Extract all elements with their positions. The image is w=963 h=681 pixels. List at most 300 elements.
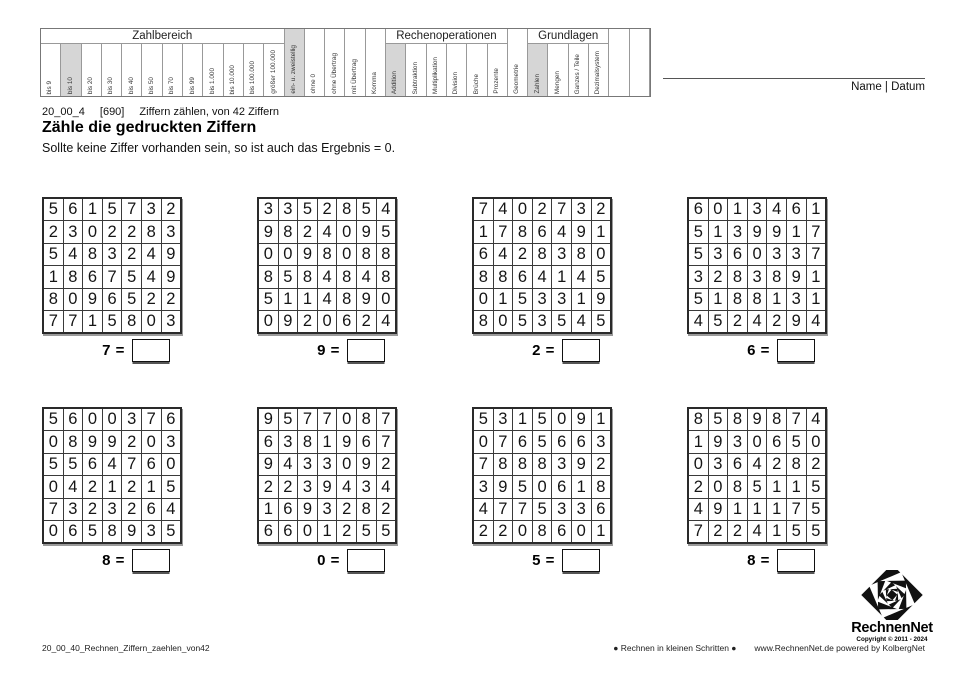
digit-cell: 3	[356, 476, 376, 498]
digit-cell: 5	[688, 221, 708, 243]
digit-cell: 4	[337, 476, 357, 498]
legend-column-label: mit Übertrag	[350, 58, 358, 94]
digit-cell: 5	[552, 310, 572, 333]
digit-cell: 8	[728, 266, 748, 288]
footer-slogan: ● Rechnen in kleinen Schritten ●	[613, 643, 737, 653]
footer-website: www.RechnenNet.de powered by KolbergNet	[754, 643, 925, 653]
digit-cell: 5	[63, 453, 83, 475]
legend-column	[183, 44, 203, 96]
legend-section	[305, 29, 386, 96]
digit-grid-row	[258, 431, 396, 453]
digit-cell: 7	[552, 198, 572, 221]
legend-column-label: Division	[452, 71, 460, 94]
digit-cell: 9	[298, 243, 318, 265]
digit-cell: 6	[337, 310, 357, 333]
digit-cell: 1	[83, 310, 103, 333]
digit-cell: 9	[317, 476, 337, 498]
digit-cell: 1	[806, 198, 826, 221]
digit-cell: 4	[376, 476, 396, 498]
digit-cell: 4	[747, 520, 767, 543]
digit-grid-row	[43, 288, 181, 310]
digit-cell: 7	[493, 221, 513, 243]
digit-cell: 5	[688, 288, 708, 310]
digit-grid-row	[473, 498, 611, 520]
digit-grid-row	[43, 266, 181, 288]
answer-box[interactable]	[777, 339, 815, 362]
digit-cell: 8	[337, 288, 357, 310]
digit-cell: 0	[278, 243, 298, 265]
digit-cell: 5	[376, 221, 396, 243]
answer-row	[64, 549, 208, 572]
digit-cell: 6	[513, 431, 533, 453]
digit-cell: 3	[317, 498, 337, 520]
digit-grid-row	[688, 476, 826, 498]
digit-cell: 8	[767, 408, 787, 431]
digit-cell: 8	[493, 453, 513, 475]
digit-cell: 9	[122, 520, 142, 543]
digit-cell: 3	[786, 288, 806, 310]
digit-cell: 1	[141, 476, 161, 498]
digit-cell: 8	[571, 243, 591, 265]
digit-cell: 4	[473, 498, 493, 520]
digit-cell: 4	[376, 198, 396, 221]
legend-column	[589, 44, 609, 96]
digit-cell: 6	[591, 498, 611, 520]
digit-cell: 8	[337, 198, 357, 221]
digit-cell: 0	[552, 408, 572, 431]
digit-cell: 3	[473, 476, 493, 498]
legend-column-label: Dezimalsystem	[594, 50, 602, 94]
digit-cell: 2	[767, 453, 787, 475]
digit-cell: 3	[708, 453, 728, 475]
answer-label: 8 =	[102, 552, 125, 570]
legend-column-label: größer 100.000	[269, 50, 277, 94]
digit-cell: 9	[278, 310, 298, 333]
digit-cell: 3	[258, 198, 278, 221]
digit-cell: 0	[161, 453, 181, 475]
digit-grid-row	[473, 310, 611, 333]
digit-cell: 5	[806, 520, 826, 543]
digit-cell: 3	[493, 408, 513, 431]
digit-cell: 6	[513, 266, 533, 288]
legend-column	[467, 44, 487, 96]
digit-cell: 5	[278, 408, 298, 431]
answer-box[interactable]	[132, 549, 170, 572]
legend-section-title: Rechenoperationen	[386, 29, 508, 44]
digit-cell: 5	[122, 266, 142, 288]
digit-cell: 6	[258, 431, 278, 453]
digit-cell: 4	[161, 498, 181, 520]
digit-grid	[687, 197, 827, 334]
digit-grid-row	[688, 198, 826, 221]
digit-cell: 2	[141, 288, 161, 310]
legend-column-label: bis 10	[66, 76, 74, 94]
digit-cell: 0	[337, 453, 357, 475]
digit-cell: 9	[356, 288, 376, 310]
digit-cell: 3	[532, 310, 552, 333]
digit-cell: 5	[806, 498, 826, 520]
digit-cell: 6	[532, 221, 552, 243]
footer-filename: 20_00_40_Rechnen_Ziffern_zaehlen_von42	[42, 643, 210, 653]
digit-cell: 2	[767, 310, 787, 333]
digit-cell: 1	[493, 288, 513, 310]
legend-column-label: ohne Übertrag	[330, 53, 338, 94]
digit-cell: 2	[728, 310, 748, 333]
digit-cell: 6	[552, 520, 572, 543]
legend-column	[285, 29, 305, 96]
digit-cell: 4	[317, 221, 337, 243]
digit-cell: 1	[258, 498, 278, 520]
digit-cell: 2	[513, 243, 533, 265]
answer-box[interactable]	[562, 339, 600, 362]
digit-cell: 2	[337, 520, 357, 543]
digit-cell: 1	[83, 198, 103, 221]
answer-row	[709, 339, 853, 362]
digit-cell: 1	[767, 476, 787, 498]
digit-cell: 5	[532, 498, 552, 520]
digit-cell: 9	[83, 431, 103, 453]
digit-cell: 6	[83, 453, 103, 475]
legend-column	[41, 44, 61, 96]
legend-column	[305, 29, 325, 96]
digit-cell: 8	[122, 310, 142, 333]
digit-cell: 3	[767, 243, 787, 265]
answer-row	[279, 339, 423, 362]
digit-cell: 3	[688, 266, 708, 288]
digit-cell: 5	[43, 408, 63, 431]
digit-cell: 0	[747, 243, 767, 265]
digit-cell: 5	[43, 453, 63, 475]
digit-grid-row	[258, 310, 396, 333]
digit-cell: 8	[473, 310, 493, 333]
digit-cell: 0	[43, 476, 63, 498]
digit-cell: 7	[122, 453, 142, 475]
digit-cell: 5	[513, 310, 533, 333]
digit-cell: 2	[376, 498, 396, 520]
digit-cell: 2	[532, 198, 552, 221]
legend-section	[508, 29, 528, 96]
digit-cell: 1	[298, 288, 318, 310]
legend-section-title: Zahlbereich	[41, 29, 285, 44]
digit-grid-row	[473, 520, 611, 543]
digit-cell: 3	[278, 198, 298, 221]
digit-cell: 3	[63, 498, 83, 520]
digit-cell: 1	[591, 408, 611, 431]
digit-cell: 7	[122, 198, 142, 221]
legend-column	[609, 29, 629, 96]
digit-grid-row	[473, 243, 611, 265]
digit-cell: 4	[493, 243, 513, 265]
digit-cell: 4	[493, 198, 513, 221]
digit-cell: 0	[493, 310, 513, 333]
digit-cell: 6	[688, 198, 708, 221]
digit-grid-row	[473, 476, 611, 498]
digit-cell: 2	[591, 198, 611, 221]
answer-box[interactable]	[347, 549, 385, 572]
legend-column	[102, 44, 122, 96]
digit-cell: 8	[83, 243, 103, 265]
digit-cell: 6	[278, 520, 298, 543]
digit-cell: 3	[122, 408, 142, 431]
digit-cell: 0	[337, 408, 357, 431]
digit-cell: 3	[141, 198, 161, 221]
digit-cell: 3	[161, 431, 181, 453]
digit-cell: 1	[591, 221, 611, 243]
digit-grid-row	[688, 431, 826, 453]
answer-row	[709, 549, 853, 572]
digit-cell: 0	[43, 520, 63, 543]
answer-box[interactable]	[777, 549, 815, 572]
digit-grid-block	[472, 407, 616, 572]
legend-column	[569, 44, 589, 96]
digit-cell: 2	[688, 476, 708, 498]
digit-cell: 7	[43, 310, 63, 333]
digit-cell: 3	[278, 431, 298, 453]
digit-grid-row	[258, 408, 396, 431]
legend-section	[609, 29, 650, 96]
grid-row-1	[42, 197, 831, 362]
legend-column	[142, 44, 162, 96]
digit-cell: 2	[122, 498, 142, 520]
digit-cell: 5	[806, 476, 826, 498]
digit-cell: 1	[317, 431, 337, 453]
digit-cell: 6	[63, 408, 83, 431]
digit-cell: 7	[63, 310, 83, 333]
digit-cell: 4	[317, 288, 337, 310]
digit-cell: 2	[83, 498, 103, 520]
digit-cell: 3	[747, 266, 767, 288]
digit-cell: 0	[376, 288, 396, 310]
digit-cell: 2	[356, 310, 376, 333]
digit-cell: 2	[708, 520, 728, 543]
digit-cell: 2	[728, 520, 748, 543]
digit-cell: 8	[63, 431, 83, 453]
grid-row-2	[42, 407, 831, 572]
digit-cell: 2	[43, 221, 63, 243]
digit-cell: 6	[786, 198, 806, 221]
digit-cell: 5	[532, 408, 552, 431]
digit-grid-row	[258, 498, 396, 520]
digit-cell: 1	[571, 476, 591, 498]
digit-cell: 5	[708, 408, 728, 431]
legend-column	[264, 44, 284, 96]
digit-cell: 5	[278, 266, 298, 288]
digit-cell: 0	[513, 198, 533, 221]
logo-copyright: Copyright © 2011 - 2024	[856, 635, 928, 643]
digit-cell: 9	[786, 266, 806, 288]
digit-cell: 0	[473, 431, 493, 453]
digit-grid-block	[687, 197, 831, 362]
legend-column-label: bis 50	[147, 76, 155, 94]
digit-cell: 9	[767, 221, 787, 243]
digit-cell: 3	[786, 243, 806, 265]
digit-cell: 2	[102, 221, 122, 243]
page-title: Zähle die gedruckten Ziffern	[42, 119, 257, 136]
digit-cell: 0	[298, 520, 318, 543]
digit-cell: 6	[552, 431, 572, 453]
answer-row	[494, 549, 638, 572]
legend-column-label: Prozente	[492, 68, 500, 94]
answer-box[interactable]	[562, 549, 600, 572]
legend-column	[82, 44, 102, 96]
digit-cell: 3	[141, 520, 161, 543]
legend-column	[488, 44, 508, 96]
digit-cell: 4	[141, 266, 161, 288]
digit-cell: 8	[532, 520, 552, 543]
digit-cell: 1	[747, 498, 767, 520]
digit-cell: 9	[161, 266, 181, 288]
digit-cell: 2	[708, 266, 728, 288]
digit-cell: 7	[493, 431, 513, 453]
digit-grid	[257, 197, 397, 334]
digit-grid-row	[258, 266, 396, 288]
rechnennet-logo	[843, 570, 941, 643]
legend-column	[630, 29, 650, 96]
digit-cell: 7	[376, 431, 396, 453]
digit-cell: 6	[161, 408, 181, 431]
digit-cell: 3	[571, 198, 591, 221]
digit-cell: 7	[298, 408, 318, 431]
digit-cell: 0	[473, 288, 493, 310]
digit-grid-row	[258, 221, 396, 243]
digit-cell: 8	[317, 243, 337, 265]
legend-section	[528, 29, 609, 96]
digit-cell: 2	[122, 431, 142, 453]
digit-cell: 8	[493, 266, 513, 288]
legend-column	[163, 44, 183, 96]
doc-info-line	[42, 106, 291, 118]
digit-cell: 5	[591, 266, 611, 288]
digit-cell: 1	[767, 498, 787, 520]
name-date-label: Name | Datum	[851, 81, 925, 93]
legend-column-label: bis 1.000	[208, 68, 216, 94]
digit-grid-row	[688, 520, 826, 543]
digit-cell: 0	[708, 198, 728, 221]
answer-label: 6 =	[747, 342, 770, 360]
digit-cell: 8	[258, 266, 278, 288]
digit-cell: 6	[141, 498, 161, 520]
digit-grid-block	[472, 197, 616, 362]
legend-column	[427, 44, 447, 96]
digit-cell: 1	[317, 520, 337, 543]
legend-section-title: Grundlagen	[528, 29, 609, 44]
digit-cell: 5	[376, 520, 396, 543]
answer-box[interactable]	[132, 339, 170, 362]
legend-column-label: ein- u. zweistellig	[290, 45, 297, 94]
digit-cell: 5	[591, 310, 611, 333]
legend-column-label: Addition	[391, 70, 399, 94]
legend-column-label: bis 40	[127, 76, 135, 94]
digit-cell: 0	[63, 288, 83, 310]
legend-column-label: Mengen	[553, 70, 561, 94]
legend-column	[325, 29, 345, 96]
legend-column	[244, 44, 264, 96]
digit-cell: 9	[298, 498, 318, 520]
digit-cell: 8	[728, 476, 748, 498]
digit-cell: 8	[786, 453, 806, 475]
digit-cell: 1	[591, 520, 611, 543]
digit-cell: 8	[473, 266, 493, 288]
digit-cell: 2	[83, 476, 103, 498]
digit-cell: 8	[376, 243, 396, 265]
digit-cell: 3	[298, 453, 318, 475]
digit-cell: 2	[298, 221, 318, 243]
digit-grid-row	[688, 221, 826, 243]
legend-column-label: bis 99	[188, 76, 196, 94]
digit-cell: 8	[688, 408, 708, 431]
digit-grid-row	[43, 221, 181, 243]
digit-cell: 8	[747, 288, 767, 310]
digit-grid-row	[43, 408, 181, 431]
digit-cell: 1	[728, 198, 748, 221]
digit-cell: 4	[63, 476, 83, 498]
digit-grid-row	[688, 453, 826, 475]
digit-grid	[472, 407, 612, 544]
digit-cell: 5	[43, 243, 63, 265]
digit-cell: 8	[102, 520, 122, 543]
digit-cell: 5	[356, 520, 376, 543]
digit-cell: 1	[43, 266, 63, 288]
digit-cell: 6	[356, 431, 376, 453]
digit-cell: 1	[708, 288, 728, 310]
logo-spiral-icon	[859, 570, 925, 620]
digit-cell: 0	[708, 476, 728, 498]
digit-grid-row	[473, 266, 611, 288]
digit-cell: 3	[591, 431, 611, 453]
digit-cell: 8	[278, 221, 298, 243]
digit-grid	[42, 197, 182, 334]
answer-box[interactable]	[347, 339, 385, 362]
digit-cell: 3	[728, 221, 748, 243]
legend-column	[447, 44, 467, 96]
digit-cell: 3	[102, 243, 122, 265]
digit-cell: 4	[688, 310, 708, 333]
digit-cell: 0	[571, 520, 591, 543]
digit-cell: 6	[552, 476, 572, 498]
digit-grid-row	[473, 408, 611, 431]
digit-cell: 0	[591, 243, 611, 265]
digit-cell: 6	[728, 243, 748, 265]
legend-column-label: Multiplikation	[432, 57, 440, 94]
digit-cell: 8	[532, 453, 552, 475]
digit-cell: 4	[376, 310, 396, 333]
digit-grid-row	[688, 243, 826, 265]
digit-cell: 8	[141, 221, 161, 243]
digit-cell: 4	[806, 310, 826, 333]
digit-cell: 7	[376, 408, 396, 431]
digit-grid-block	[42, 197, 186, 362]
digit-grid-row	[43, 431, 181, 453]
digit-cell: 8	[43, 288, 63, 310]
legend-column-label: Subtraktion	[411, 61, 419, 94]
digit-cell: 5	[747, 476, 767, 498]
digit-cell: 1	[278, 288, 298, 310]
digit-cell: 7	[473, 453, 493, 475]
digit-cell: 6	[102, 288, 122, 310]
digit-cell: 1	[767, 520, 787, 543]
digit-grid-row	[473, 453, 611, 475]
digit-grid-block	[687, 407, 831, 572]
digit-cell: 9	[708, 498, 728, 520]
doc-subject: Ziffern zählen, von 42 Ziffern	[139, 106, 280, 118]
digit-cell: 8	[767, 266, 787, 288]
legend-column	[386, 44, 406, 96]
digit-cell: 9	[747, 221, 767, 243]
digit-cell: 9	[493, 476, 513, 498]
digit-grid-row	[43, 453, 181, 475]
legend-column	[366, 29, 386, 96]
digit-cell: 2	[317, 198, 337, 221]
